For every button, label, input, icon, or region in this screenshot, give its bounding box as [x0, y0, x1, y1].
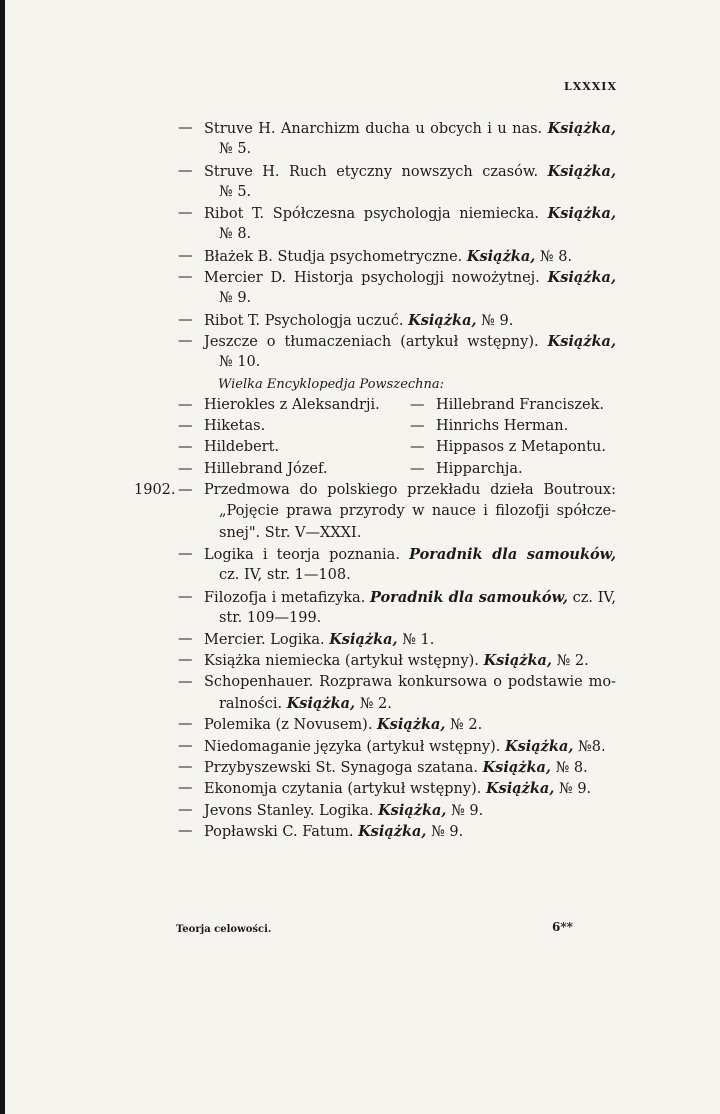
list-item [0, 523, 720, 544]
entry-text: Struve H. Anarchizm ducha u obcych i u nas. Książka, [204, 120, 616, 137]
list-item [0, 310, 720, 331]
list-item [0, 778, 720, 799]
entry-text: Niedomaganie języka (artykuł wstępny). Książka, №8. [204, 737, 606, 755]
entry-text: № 10. [219, 354, 261, 371]
list-item [0, 544, 720, 565]
entry-text: Filozofja i metafizyka. Poradnik dla samouków, cz. IV, [204, 588, 616, 606]
entry-text: Schopenhauer. Rozprawa konkursowa o podstawie mo- [204, 673, 616, 690]
list-item [0, 416, 720, 437]
list-item [0, 736, 720, 757]
entry-text: Hippasos z Metapontu. [436, 439, 606, 456]
list-item [0, 565, 720, 586]
entry-text: Przybyszewski St. Synagoga szatana. Książka, № 8. [204, 758, 588, 776]
entry-text: Struve H. Ruch etyczny nowszych czasów. Książka, [204, 162, 616, 180]
list-item [0, 714, 720, 735]
entry-dash: — [410, 396, 425, 413]
list-item [0, 608, 720, 629]
entry-dash: — [410, 439, 425, 456]
entry-text: Ribot T. Psychologja uczuć. Książka, № 9. [204, 311, 514, 329]
entry-text: Popławski C. Fatum. Książka, № 9. [204, 822, 464, 840]
entry-text: Hillebrand Józef. [204, 460, 328, 477]
list-item [0, 118, 720, 139]
year-label: 1902. [134, 482, 176, 499]
list-item [0, 224, 720, 245]
list-item [0, 480, 720, 501]
entry-text: Hiketas. [204, 418, 266, 435]
entry-text: № 5. [219, 141, 252, 158]
entry-text: Hillebrand Franciszek. [436, 396, 605, 413]
entry-text: Hierokles z Aleksandrji. [204, 396, 380, 413]
list-item [0, 161, 720, 182]
entry-dash: — [178, 822, 193, 839]
list-item [0, 139, 720, 160]
list-item [0, 650, 720, 671]
entry-dash: — [178, 120, 193, 136]
entry-text: Książka niemiecka (artykuł wstępny). Książka, № 2. [204, 652, 589, 670]
list-item [0, 800, 720, 821]
entry-text: Ekonomja czytania (artykuł wstępny). Książka, № 9. [204, 780, 592, 798]
entry-dash: — [178, 801, 193, 818]
entry-dash: — [178, 460, 193, 477]
entry-dash: — [178, 247, 193, 264]
section-heading [0, 374, 720, 395]
entry-text: Logika i teorja poznania. Poradnik dla samouków, [204, 545, 617, 563]
entry-text: Hinrichs Herman. [436, 418, 569, 435]
list-item [0, 437, 720, 458]
list-item [0, 246, 720, 267]
entry-text: № 9. [219, 290, 252, 307]
entry-dash: — [178, 758, 193, 775]
bibliography [0, 118, 720, 842]
list-item [0, 182, 720, 203]
entry-text: Błażek B. Studja psychometryczne. Książka, № 8. [204, 247, 573, 265]
entry-text: Przedmowa do polskiego przekładu dzieła Boutroux: [204, 482, 616, 499]
entry-text: cz. IV, str. 1—108. [219, 567, 351, 584]
entry-dash: — [178, 439, 193, 456]
list-item [0, 693, 720, 714]
entry-dash: — [178, 716, 193, 733]
list-item [0, 352, 720, 373]
entry-text: Hildebert. [204, 439, 280, 456]
entry-text: snej". Str. V—XXXI. [219, 524, 362, 541]
list-item [0, 821, 720, 842]
list-item [0, 587, 720, 608]
list-item [0, 459, 720, 480]
entry-text: Mercier D. Historja psychologji nowożytnej. Książka, [204, 269, 616, 287]
list-item [0, 331, 720, 352]
entry-text: „Pojęcie prawa przyrody w nauce i filozofji spółcze- [219, 503, 616, 520]
entry-text: Jevons Stanley. Logika. Książka, № 9. [204, 801, 484, 819]
list-item [0, 629, 720, 650]
entry-dash: — [178, 205, 193, 222]
entry-text: Hipparchja. [436, 460, 523, 477]
entry-dash: — [178, 652, 193, 669]
entry-text: № 8. [219, 226, 252, 243]
list-item [0, 267, 720, 288]
entry-dash: — [178, 396, 193, 413]
entry-dash: — [178, 311, 193, 328]
list-item [0, 203, 720, 224]
encyclopedia-heading: Wielka Encyklopedja Powszechna: [218, 376, 445, 392]
entry-text: Mercier. Logika. Książka, № 1. [204, 631, 435, 649]
entry-text: Jeszcze o tłumaczeniach (artykuł wstępny). Książka, [204, 332, 616, 350]
entry-text: Polemika (z Novusem). Książka, № 2. [204, 716, 483, 734]
footer-title: Teorja celowości. [176, 924, 272, 935]
entry-dash: — [178, 631, 193, 648]
entry-dash: — [178, 545, 193, 562]
list-item [0, 757, 720, 778]
list-item [0, 395, 720, 416]
entry-dash: — [178, 737, 193, 754]
list-item [0, 288, 720, 309]
entry-dash: — [178, 673, 193, 690]
entry-dash: — [178, 482, 193, 499]
entry-text: str. 109—199. [219, 609, 322, 626]
entry-text: Ribot T. Spółczesna psychologja niemiecka. Książka, [204, 205, 616, 223]
signature-mark: 6** [552, 920, 573, 934]
entry-dash: — [410, 418, 425, 435]
entry-text: № 5. [219, 183, 252, 200]
entry-dash: — [178, 780, 193, 797]
entry-dash: — [410, 460, 425, 477]
entry-dash: — [178, 162, 193, 179]
list-item [0, 501, 720, 522]
entry-dash: — [178, 418, 193, 435]
entry-dash: — [178, 588, 193, 605]
entry-dash: — [178, 332, 193, 349]
page-number: LXXXIX [563, 80, 617, 93]
list-item [0, 672, 720, 693]
entry-text: ralności. Książka, № 2. [219, 695, 392, 713]
entry-dash: — [178, 269, 193, 286]
